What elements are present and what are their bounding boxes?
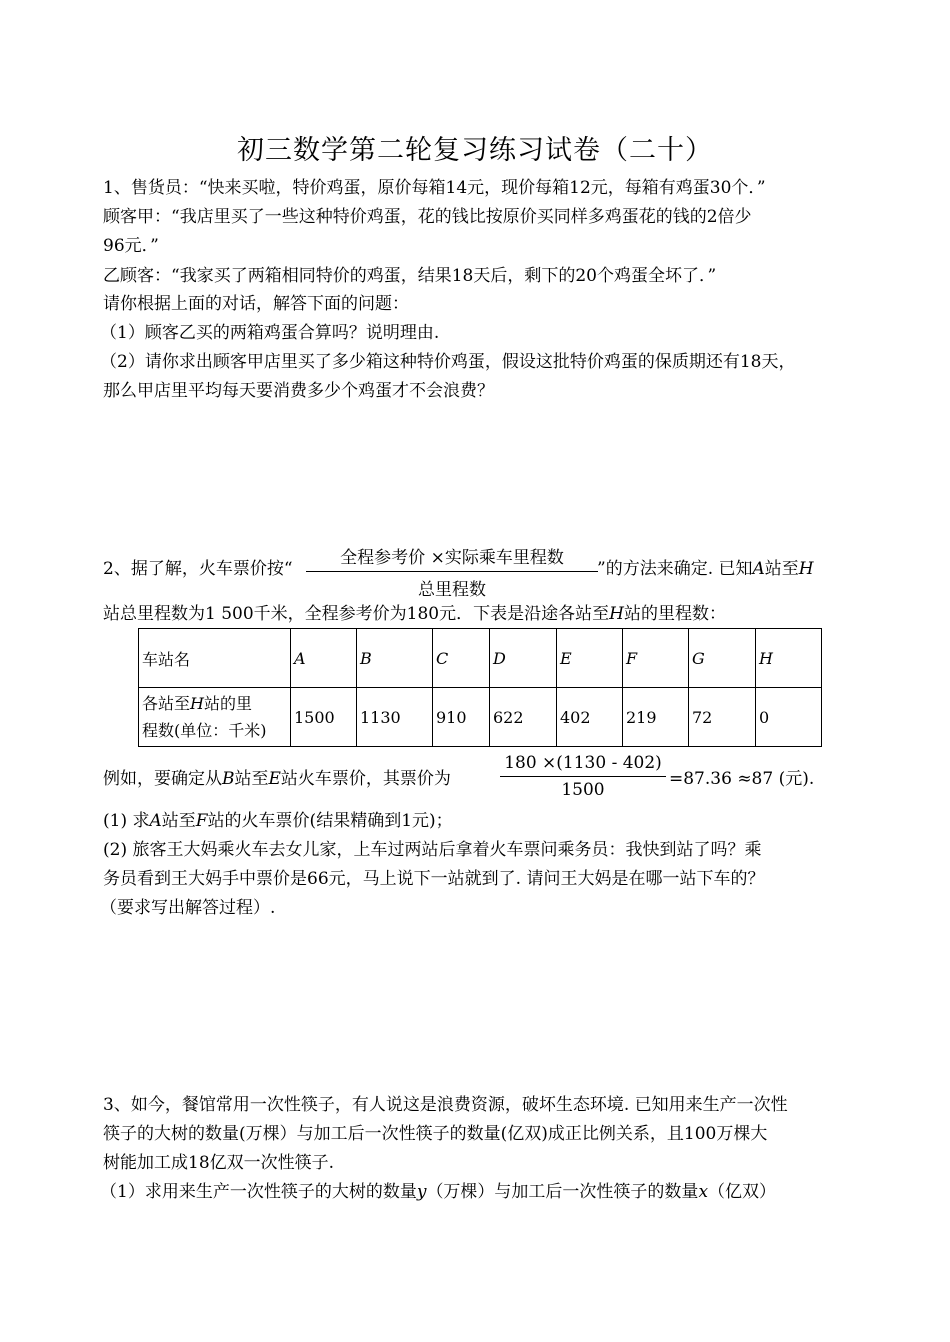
q2-part2: （要求写出解答过程）. [100,898,276,918]
distance-label-text: 站的里 [203,694,252,713]
q1-line: 1、售货员：“快来买啦，特价鸡蛋，原价每箱14元，现价每箱12元，每箱有鸡蛋30个．” [103,178,766,198]
q2-part1-text: (1) 求 [103,811,150,831]
station-cell: D [490,629,557,688]
table-row [139,688,822,747]
fare-formula-numerator: 全程参考价 ×实际乘车里程数 [340,548,564,568]
q3-part1 [100,1181,776,1203]
q1-line: 请你根据上面的对话，解答下面的问题： [103,294,409,314]
q1-part2: （2）请你求出顾客甲店里买了多少箱这种特价鸡蛋，假设这批特价鸡蛋的保质期还有18天， [100,352,796,372]
variable-y: y [416,1182,427,1202]
q3-line: 3、如今，餐馆常用一次性筷子，有人说这是浪费资源，破坏生态环境. 已知用来生产一次性 [103,1095,788,1115]
distance-cell: 72 [689,688,756,747]
station-h-label: H [609,604,624,624]
station-cell: C [433,629,490,688]
q2-intro-post: ”的方法来确定. 已知 [597,559,753,579]
q3-part1-text: （亿双） [708,1182,777,1202]
fraction-bar [500,776,666,777]
q2-example-text: 站至 [234,769,269,789]
q3-line: 筷子的大树的数量(万棵）与加工后一次性筷子的数量(亿双)成正比例关系，且100万棵大 [103,1124,768,1144]
station-cell: F [623,629,689,688]
distance-cell: 0 [756,688,822,747]
distance-cell: 219 [623,688,689,747]
q2-part1-text: 站至 [161,811,196,831]
q2-part2: 务员看到王大妈手中票价是66元，马上说下一站就到了. 请问王大妈是在哪一站下车的？ [103,869,765,889]
q1-line: 顾客甲：“我店里买了一些这种特价鸡蛋，花的钱比按原价买同样多鸡蛋花的钱的2倍少 [103,207,752,227]
station-a-label: A [752,559,765,579]
station-cell: A [291,629,357,688]
table-header-cell: 车站名 [139,629,291,688]
station-a-label: A [149,811,162,831]
q2-line2-text: 站总里程数为1 500千米，全程参考价为180元．下表是沿途各站至 [103,604,610,624]
q1-part1: （1）顾客乙买的两箱鸡蛋合算吗？说明理由. [100,323,440,343]
station-cell: H [756,629,822,688]
q2-intro-left [103,558,293,580]
q1-line: 乙顾客：“我家买了两箱相同特价的鸡蛋，结果18天后，剩下的20个鸡蛋全坏了．” [103,266,717,286]
station-cell: E [557,629,623,688]
station-b-label: B [222,769,235,789]
variable-x: x [698,1182,709,1202]
q2-part2: (2) 旅客王大妈乘火车去女儿家，上车过两站后拿着火车票问乘务员：我快到站了吗？乘 [103,840,762,860]
distance-cell: 402 [557,688,623,747]
q2-example-text: 站火车票价，其票价为 [280,769,451,789]
distance-label-text: 程数(单位：千米) [142,721,267,740]
station-distance-table [138,628,822,747]
q2-intro-right [597,558,814,580]
q2-line2 [103,603,726,625]
distance-cell: 622 [490,688,557,747]
example-result: =87.36 ≈87 (元). [669,769,815,789]
distance-cell: 1130 [357,688,433,747]
q3-part1-text: （万棵）与加工后一次性筷子的数量 [426,1182,699,1202]
fare-formula [306,543,598,600]
station-h-label: H [190,694,204,713]
q2-line2-text: 站的里程数： [623,604,726,624]
distance-cell: 1500 [291,688,357,747]
q2-intro-mid: 站至 [764,559,799,579]
fraction-bar [306,571,598,572]
example-denominator: 1500 [561,780,605,800]
station-f-label: F [195,811,208,831]
page-title: 初三数学第二轮复习练习试卷（二十） [237,135,713,166]
q2-part1-text: 站的火车票价(结果精确到1元)； [207,811,453,831]
station-e-label: E [268,769,281,789]
q2-part1 [103,810,453,832]
table-row [139,629,822,688]
q1-line: 96元．” [103,236,159,256]
q3-line: 树能加工成18亿双一次性筷子. [103,1153,335,1173]
distance-label-cell [139,688,291,747]
q1-line: 那么甲店里平均每天要消费多少个鸡蛋才不会浪费？ [103,381,494,401]
station-cell: G [689,629,756,688]
q2-example [103,768,451,790]
example-fraction [500,753,666,800]
q2-intro-pre: 2、据了解，火车票价按“ [103,559,293,579]
q3-part1-text: （1）求用来生产一次性筷子的大树的数量 [100,1182,417,1202]
fare-formula-denominator: 总里程数 [418,580,486,600]
station-cell: B [357,629,433,688]
distance-label-text: 各站至 [142,694,191,713]
distance-cell: 910 [433,688,490,747]
station-h-label: H [798,559,814,579]
example-numerator: 180 ×(1130 - 402) [504,753,662,773]
q2-example-text: 例如，要确定从 [103,769,222,789]
